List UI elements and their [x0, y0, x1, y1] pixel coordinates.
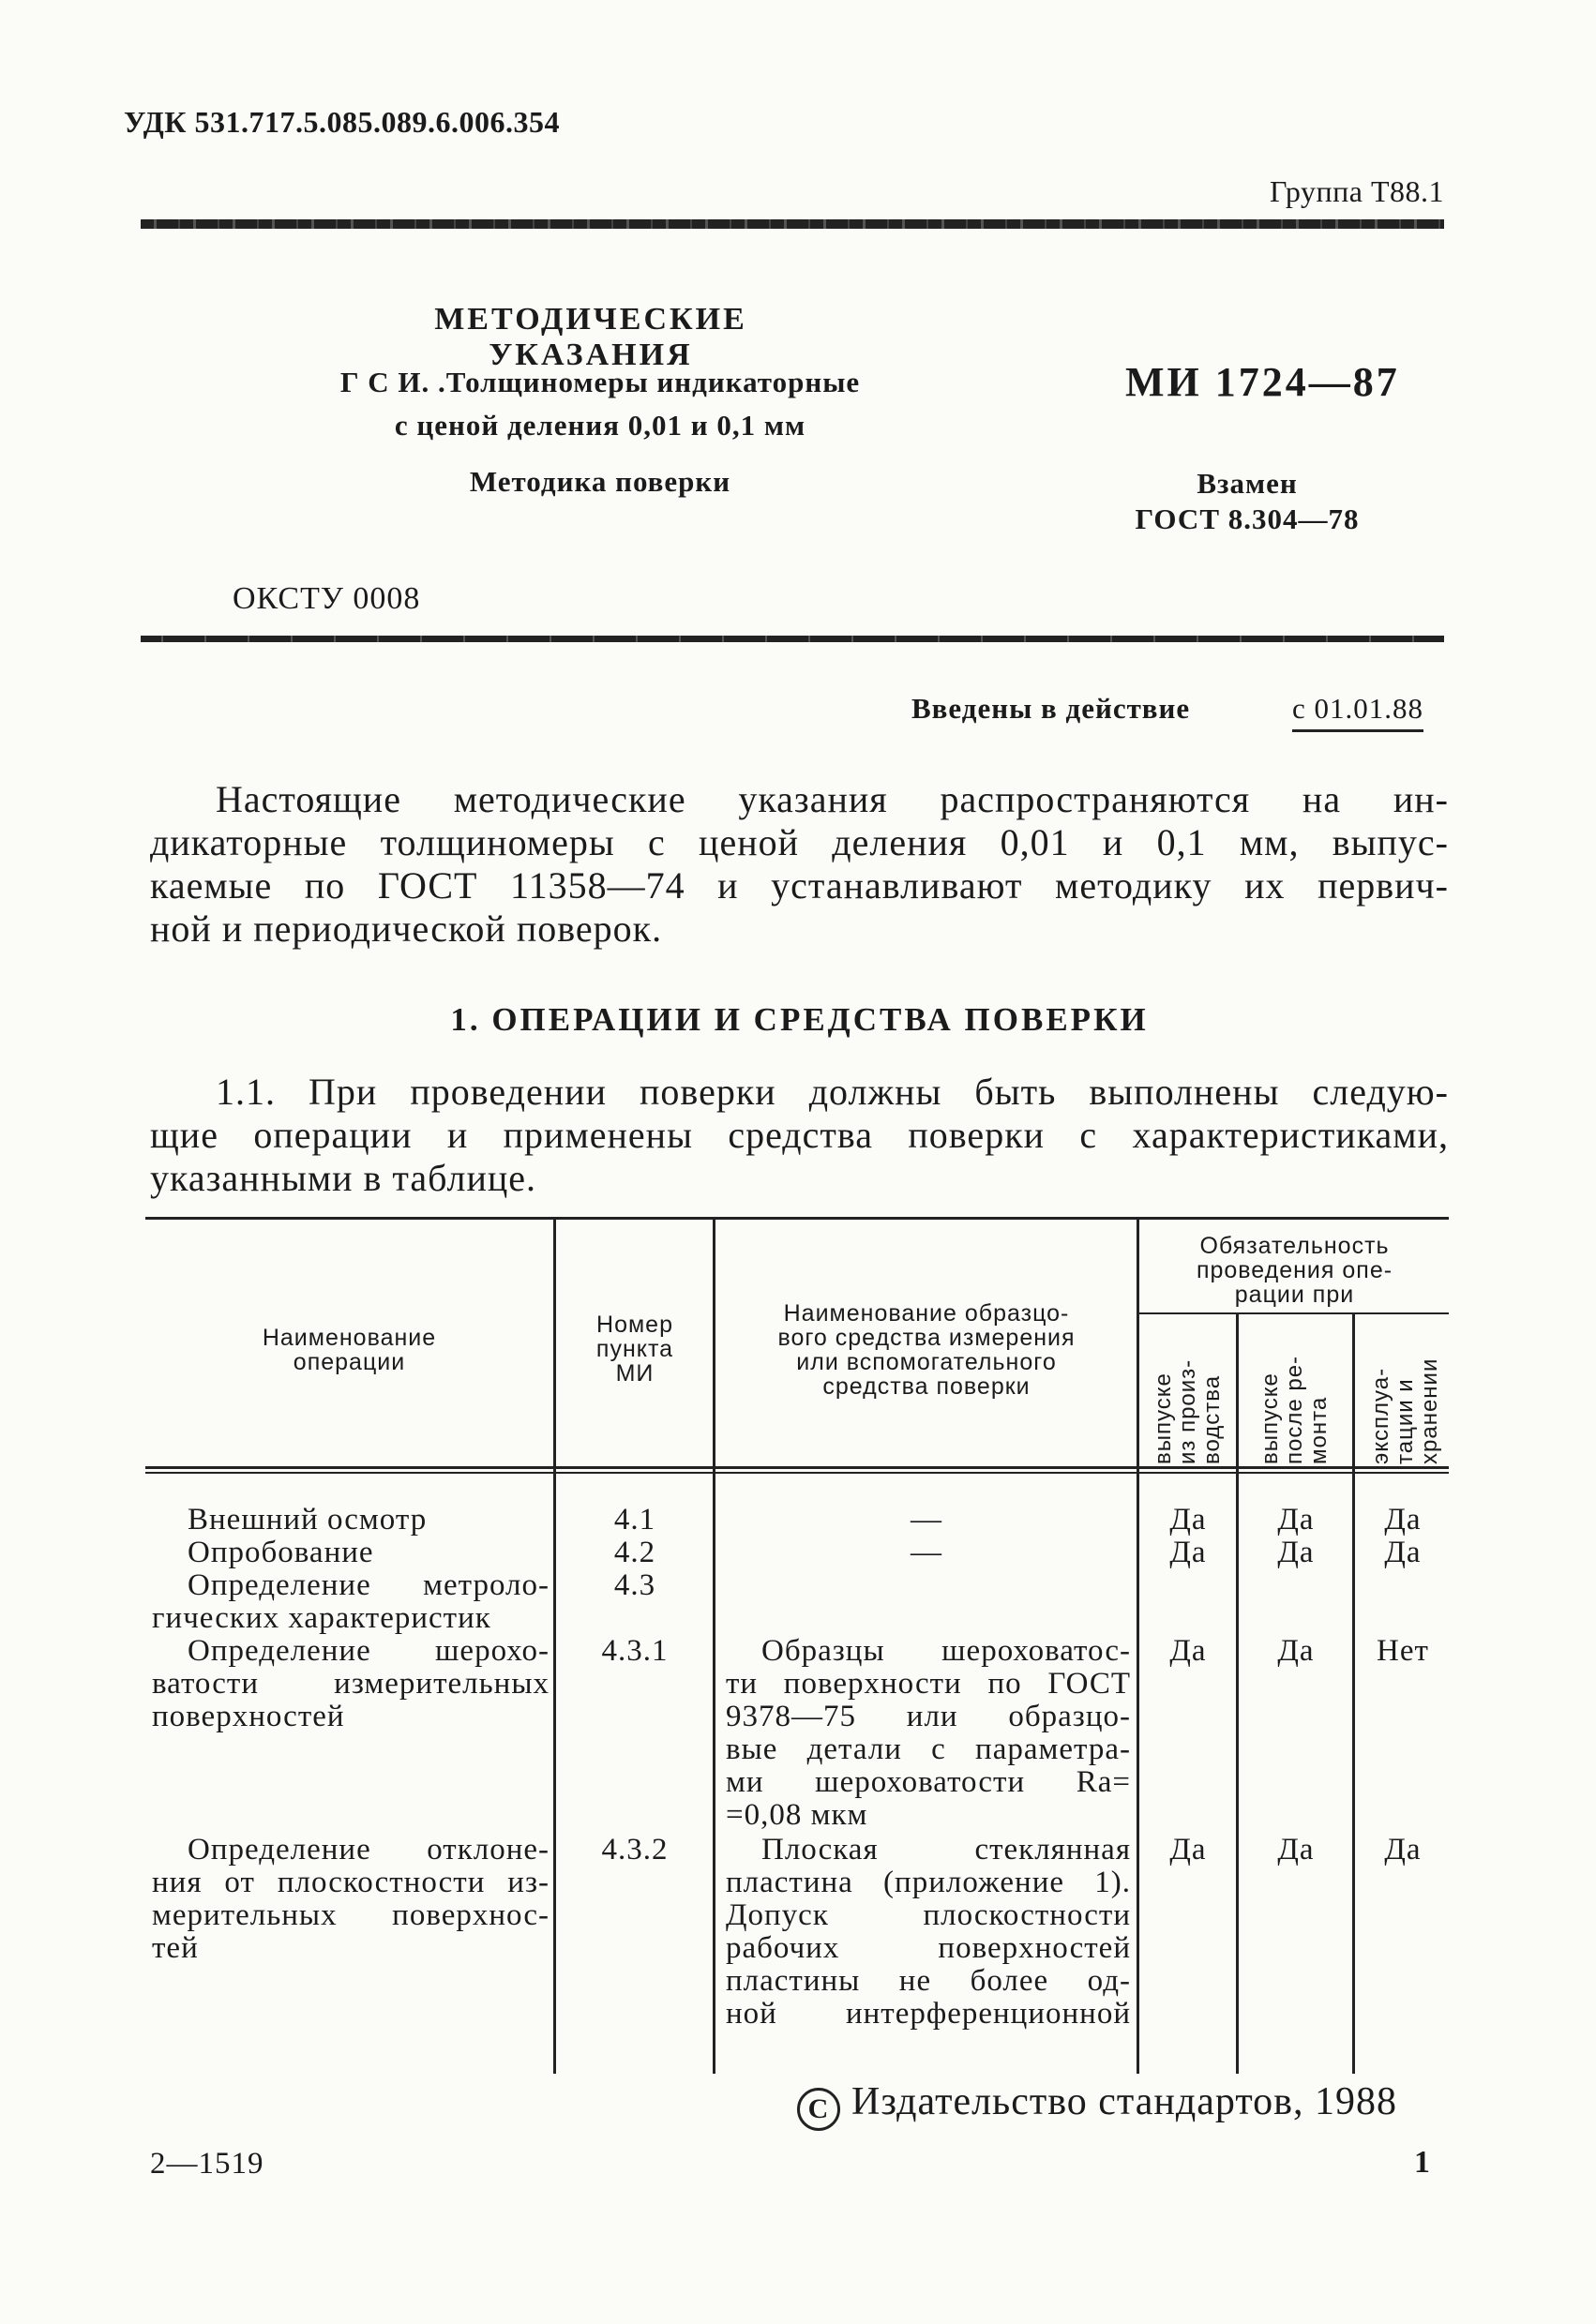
- cell-line: ния от плоскостности из-: [152, 1866, 550, 1899]
- replaces-label: Взамен: [1197, 467, 1298, 500]
- text-line: 1.1. При проведении поверки должны быть выполнены следую-: [216, 1071, 1449, 1113]
- replaces-document: ГОСТ 8.304—78: [1135, 502, 1360, 535]
- cell-line: пластина (приложение 1).: [726, 1866, 1131, 1899]
- cell-line: вые детали с параметра-: [726, 1732, 1131, 1766]
- group-code: Группа Т88.1: [1269, 174, 1444, 208]
- top-rule: [141, 219, 1444, 229]
- header-mandatory: [1140, 1234, 1449, 1307]
- header-line: или вспомогательного: [796, 1349, 1057, 1375]
- cell-means: —: [911, 1503, 942, 1537]
- effective-date: с 01.01.88: [1292, 692, 1423, 732]
- column-divider: [553, 1217, 556, 2074]
- table-header-rule: [145, 1466, 1449, 1469]
- column-divider: [1137, 1217, 1139, 2074]
- cell-production: Да: [1169, 1634, 1207, 1668]
- cell-line: гических характеристик: [152, 1601, 491, 1635]
- text-line: дикаторные толщиномеры с ценой деления 0,01 и 0,1 мм, выпус-: [150, 821, 1449, 863]
- header-line: Наименование образцо-: [783, 1300, 1070, 1327]
- text-line: каемые по ГОСТ 11358—74 и устанавливают методику их первич-: [150, 864, 1449, 907]
- cell-line: Определение метроло-: [188, 1568, 550, 1602]
- cell-repair: Да: [1277, 1634, 1315, 1668]
- header-line: МИ: [615, 1360, 655, 1387]
- header-line: вого средства измерения: [777, 1325, 1076, 1351]
- header-line: после ре-: [1282, 1355, 1307, 1464]
- header-line: водства: [1199, 1374, 1225, 1464]
- cell-line: ми шероховатости Ra=: [726, 1765, 1131, 1799]
- mandatory-subheader-rule: [1137, 1312, 1449, 1314]
- cell-line: пластины не более од-: [726, 1964, 1131, 1998]
- text-line: указанными в таблице.: [150, 1157, 537, 1199]
- cell-operation: [152, 1569, 550, 1635]
- header-sub-repair: [1258, 1324, 1332, 1464]
- text-line: ной и периодической поверок.: [150, 907, 663, 950]
- header-line: рации при: [1234, 1282, 1355, 1308]
- cell-repair: Да: [1277, 1833, 1315, 1867]
- cell-item: 4.3: [613, 1568, 656, 1602]
- cell-line: 9378—75 или образцо-: [726, 1700, 1131, 1733]
- text-line: щие операции и применены средства поверки с характеристиками,: [150, 1114, 1449, 1156]
- cell-line: мерительных поверхнос-: [152, 1898, 550, 1932]
- copyright-icon: C: [797, 2088, 840, 2131]
- column-divider: [713, 1217, 715, 2074]
- cell-operation-storage: Да: [1384, 1536, 1422, 1569]
- cell-line: ватости измерительных: [152, 1667, 550, 1701]
- cell-item: 4.2: [613, 1536, 656, 1569]
- cell-item: 4.3.1: [601, 1634, 669, 1668]
- header-line: пункта: [595, 1336, 674, 1362]
- header-sub-operation: [1369, 1324, 1442, 1464]
- cell-production: Да: [1169, 1833, 1207, 1867]
- cell-line: Внешний осмотр: [188, 1503, 428, 1537]
- print-code: 2—1519: [150, 2147, 264, 2181]
- cell-operation-storage: Да: [1384, 1833, 1422, 1867]
- cell-repair: Да: [1277, 1503, 1315, 1537]
- header-line: операции: [293, 1349, 406, 1375]
- cell-line: Определение шерохо-: [188, 1634, 550, 1668]
- section-paragraph: [150, 1071, 1449, 1200]
- cell-operation: [188, 1537, 550, 1569]
- title-line-1: Г С И. .Толщиномеры индикаторные: [339, 366, 861, 398]
- cell-operation: [188, 1504, 550, 1537]
- header-line: Наименование: [262, 1325, 437, 1351]
- subtitle: Методика поверки: [469, 465, 731, 498]
- cell-line: ной интерференционной: [726, 1997, 1131, 2031]
- cell-means: —: [911, 1536, 942, 1569]
- header-line: хранении: [1417, 1357, 1442, 1464]
- udk-code: УДК 531.717.5.085.089.6.006.354: [124, 105, 560, 139]
- cell-means: [726, 1834, 1131, 2031]
- text-line: Настоящие методические указания распространяются на ин-: [216, 778, 1449, 820]
- header-line: проведения опе-: [1196, 1257, 1393, 1283]
- header-sub-production: [1152, 1324, 1225, 1464]
- cell-item: 4.1: [613, 1503, 656, 1537]
- cell-line: =0,08 мкм: [726, 1798, 868, 1832]
- okstu-code: ОКСТУ 0008: [233, 581, 421, 616]
- page-number: 1: [1414, 2145, 1430, 2180]
- title-line-2: с ценой деления 0,01 и 0,1 мм: [394, 409, 806, 442]
- header-line: из произ-: [1175, 1358, 1200, 1464]
- copyright-text: Издательство стандартов, 1988: [851, 2080, 1397, 2123]
- cell-line: Допуск плоскостности: [726, 1898, 1131, 1932]
- header-operation: [150, 1326, 549, 1374]
- cell-operation-storage: Да: [1384, 1503, 1422, 1537]
- cell-line: рабочих поверхностей: [726, 1931, 1131, 1965]
- section-heading: 1. ОПЕРАЦИИ И СРЕДСТВА ПОВЕРКИ: [450, 1001, 1149, 1038]
- table-top-rule: [145, 1217, 1449, 1220]
- cell-line: тей: [152, 1931, 199, 1965]
- header-line: Номер: [596, 1312, 673, 1338]
- header-line: тации и: [1393, 1378, 1418, 1464]
- header-line: монта: [1306, 1396, 1332, 1464]
- cell-production: Да: [1169, 1503, 1207, 1537]
- cell-operation: [152, 1834, 550, 1965]
- header-line: эксплуа-: [1368, 1367, 1393, 1464]
- header-bottom-rule: [141, 636, 1444, 642]
- header-line: Обязательность: [1199, 1233, 1390, 1259]
- cell-item: 4.3.2: [601, 1833, 669, 1867]
- document-type: МЕТОДИЧЕСКИЕ УКАЗАНИЯ: [434, 302, 747, 372]
- cell-line: Опробование: [188, 1536, 374, 1569]
- intro-paragraph: [150, 778, 1449, 951]
- column-divider: [1352, 1312, 1355, 2074]
- cell-line: Определение отклоне-: [188, 1833, 550, 1867]
- cell-operation-storage: Нет: [1377, 1634, 1429, 1668]
- cell-repair: Да: [1277, 1536, 1315, 1569]
- header-means: [716, 1301, 1137, 1399]
- copyright-notice: [797, 2079, 1397, 2131]
- cell-line: поверхностей: [152, 1700, 345, 1733]
- cell-operation: [152, 1635, 550, 1733]
- cell-line: Плоская стеклянная: [761, 1833, 1131, 1867]
- header-item: [557, 1312, 713, 1386]
- column-divider: [1236, 1312, 1239, 2074]
- header-line: выпуске: [1257, 1372, 1283, 1464]
- cell-production: Да: [1169, 1536, 1207, 1569]
- cell-means: [726, 1635, 1131, 1832]
- header-line: выпуске: [1151, 1372, 1176, 1464]
- cell-line: ти поверхности по ГОСТ: [726, 1667, 1131, 1701]
- effective-label: Введены в действие: [911, 692, 1191, 725]
- cell-line: Образцы шероховатос-: [761, 1634, 1131, 1668]
- document-number: МИ 1724—87: [1125, 359, 1400, 405]
- header-line: средства поверки: [822, 1373, 1031, 1400]
- table-header-rule-2: [145, 1472, 1449, 1474]
